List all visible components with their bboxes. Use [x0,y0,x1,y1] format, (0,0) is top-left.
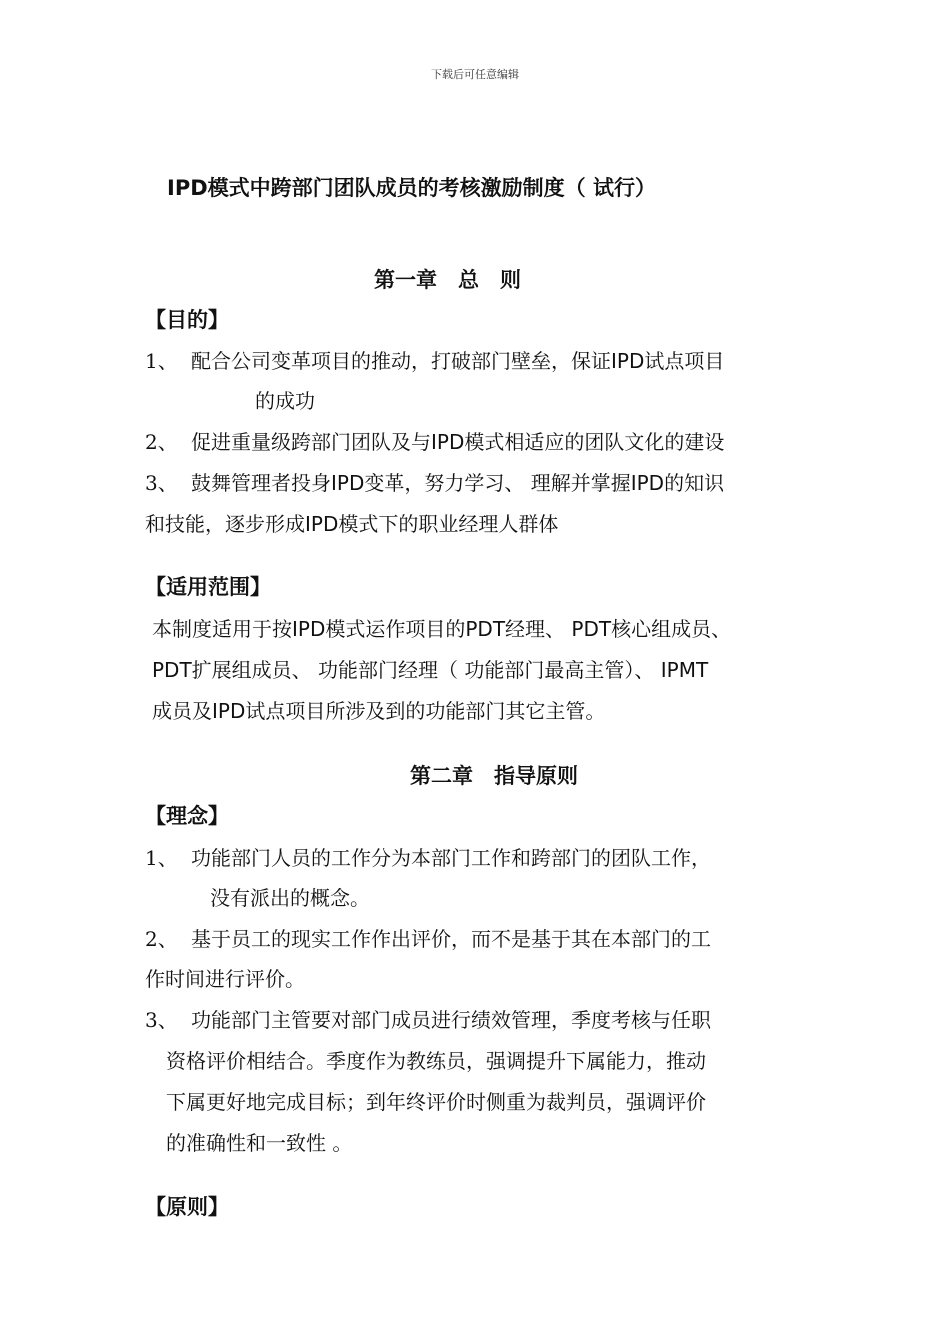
concept-item-1-number: 1、 [145,846,178,870]
concept-item-1-text: 功能部门人员的工作分为本部门工作和跨部门的团队工作， [191,846,711,870]
purpose-item-1-continuation: 的成功 [255,389,315,413]
purpose-heading: 【目的】 [145,308,229,332]
concept-item-2-number: 2、 [145,927,178,951]
concept-item-1-continuation: 没有派出的概念。 [210,886,370,910]
chapter-2-heading: 第二章 指导原则 [410,764,578,788]
scope-line-2: PDT扩展组成员、 功能部门经理（ 功能部门最高主管）、 IPMT [152,658,709,682]
scope-line-3: 成员及IPD试点项目所涉及到的功能部门其它主管。 [152,699,606,723]
concept-item-2-continuation: 作时间进行评价。 [145,967,305,991]
concept-item-3-line-3: 下属更好地完成目标；到年终评价时侧重为裁判员，强调评价 [166,1090,706,1114]
header-note: 下载后可任意编辑 [431,68,519,81]
concept-item-3-number: 3、 [145,1008,178,1032]
purpose-item-3-text: 鼓舞管理者投身IPD变革，努力学习、 理解并掌握IPD的知识 [191,471,725,495]
purpose-item-1-text: 配合公司变革项目的推动，打破部门壁垒，保证IPD试点项目 [191,349,725,373]
concept-item-3-line-4: 的准确性和一致性 。 [166,1131,353,1155]
principle-heading: 【原则】 [145,1195,229,1219]
concept-item-2-text: 基于员工的现实工作作出评价，而不是基于其在本部门的工 [191,927,711,951]
document-title: IPD模式中跨部门团队成员的考核激励制度（ 试行） [167,176,656,200]
scope-line-1: 本制度适用于按IPD模式运作项目的PDT经理、 PDT核心组成员、 [152,617,732,641]
purpose-item-3-continuation: 和技能，逐步形成IPD模式下的职业经理人群体 [145,512,559,536]
concept-heading: 【理念】 [145,804,229,828]
purpose-item-1-number: 1、 [145,349,178,373]
purpose-item-2-number: 2、 [145,430,178,454]
scope-heading: 【适用范围】 [145,575,271,599]
concept-item-3-line-2: 资格评价相结合。季度作为教练员，强调提升下属能力，推动 [166,1049,706,1073]
purpose-item-3-number: 3、 [145,471,178,495]
purpose-item-2-text: 促进重量级跨部门团队及与IPD模式相适应的团队文化的建设 [191,430,725,454]
concept-item-3-text: 功能部门主管要对部门成员进行绩效管理，季度考核与任职 [191,1008,711,1032]
chapter-1-heading: 第一章 总 则 [374,268,521,292]
